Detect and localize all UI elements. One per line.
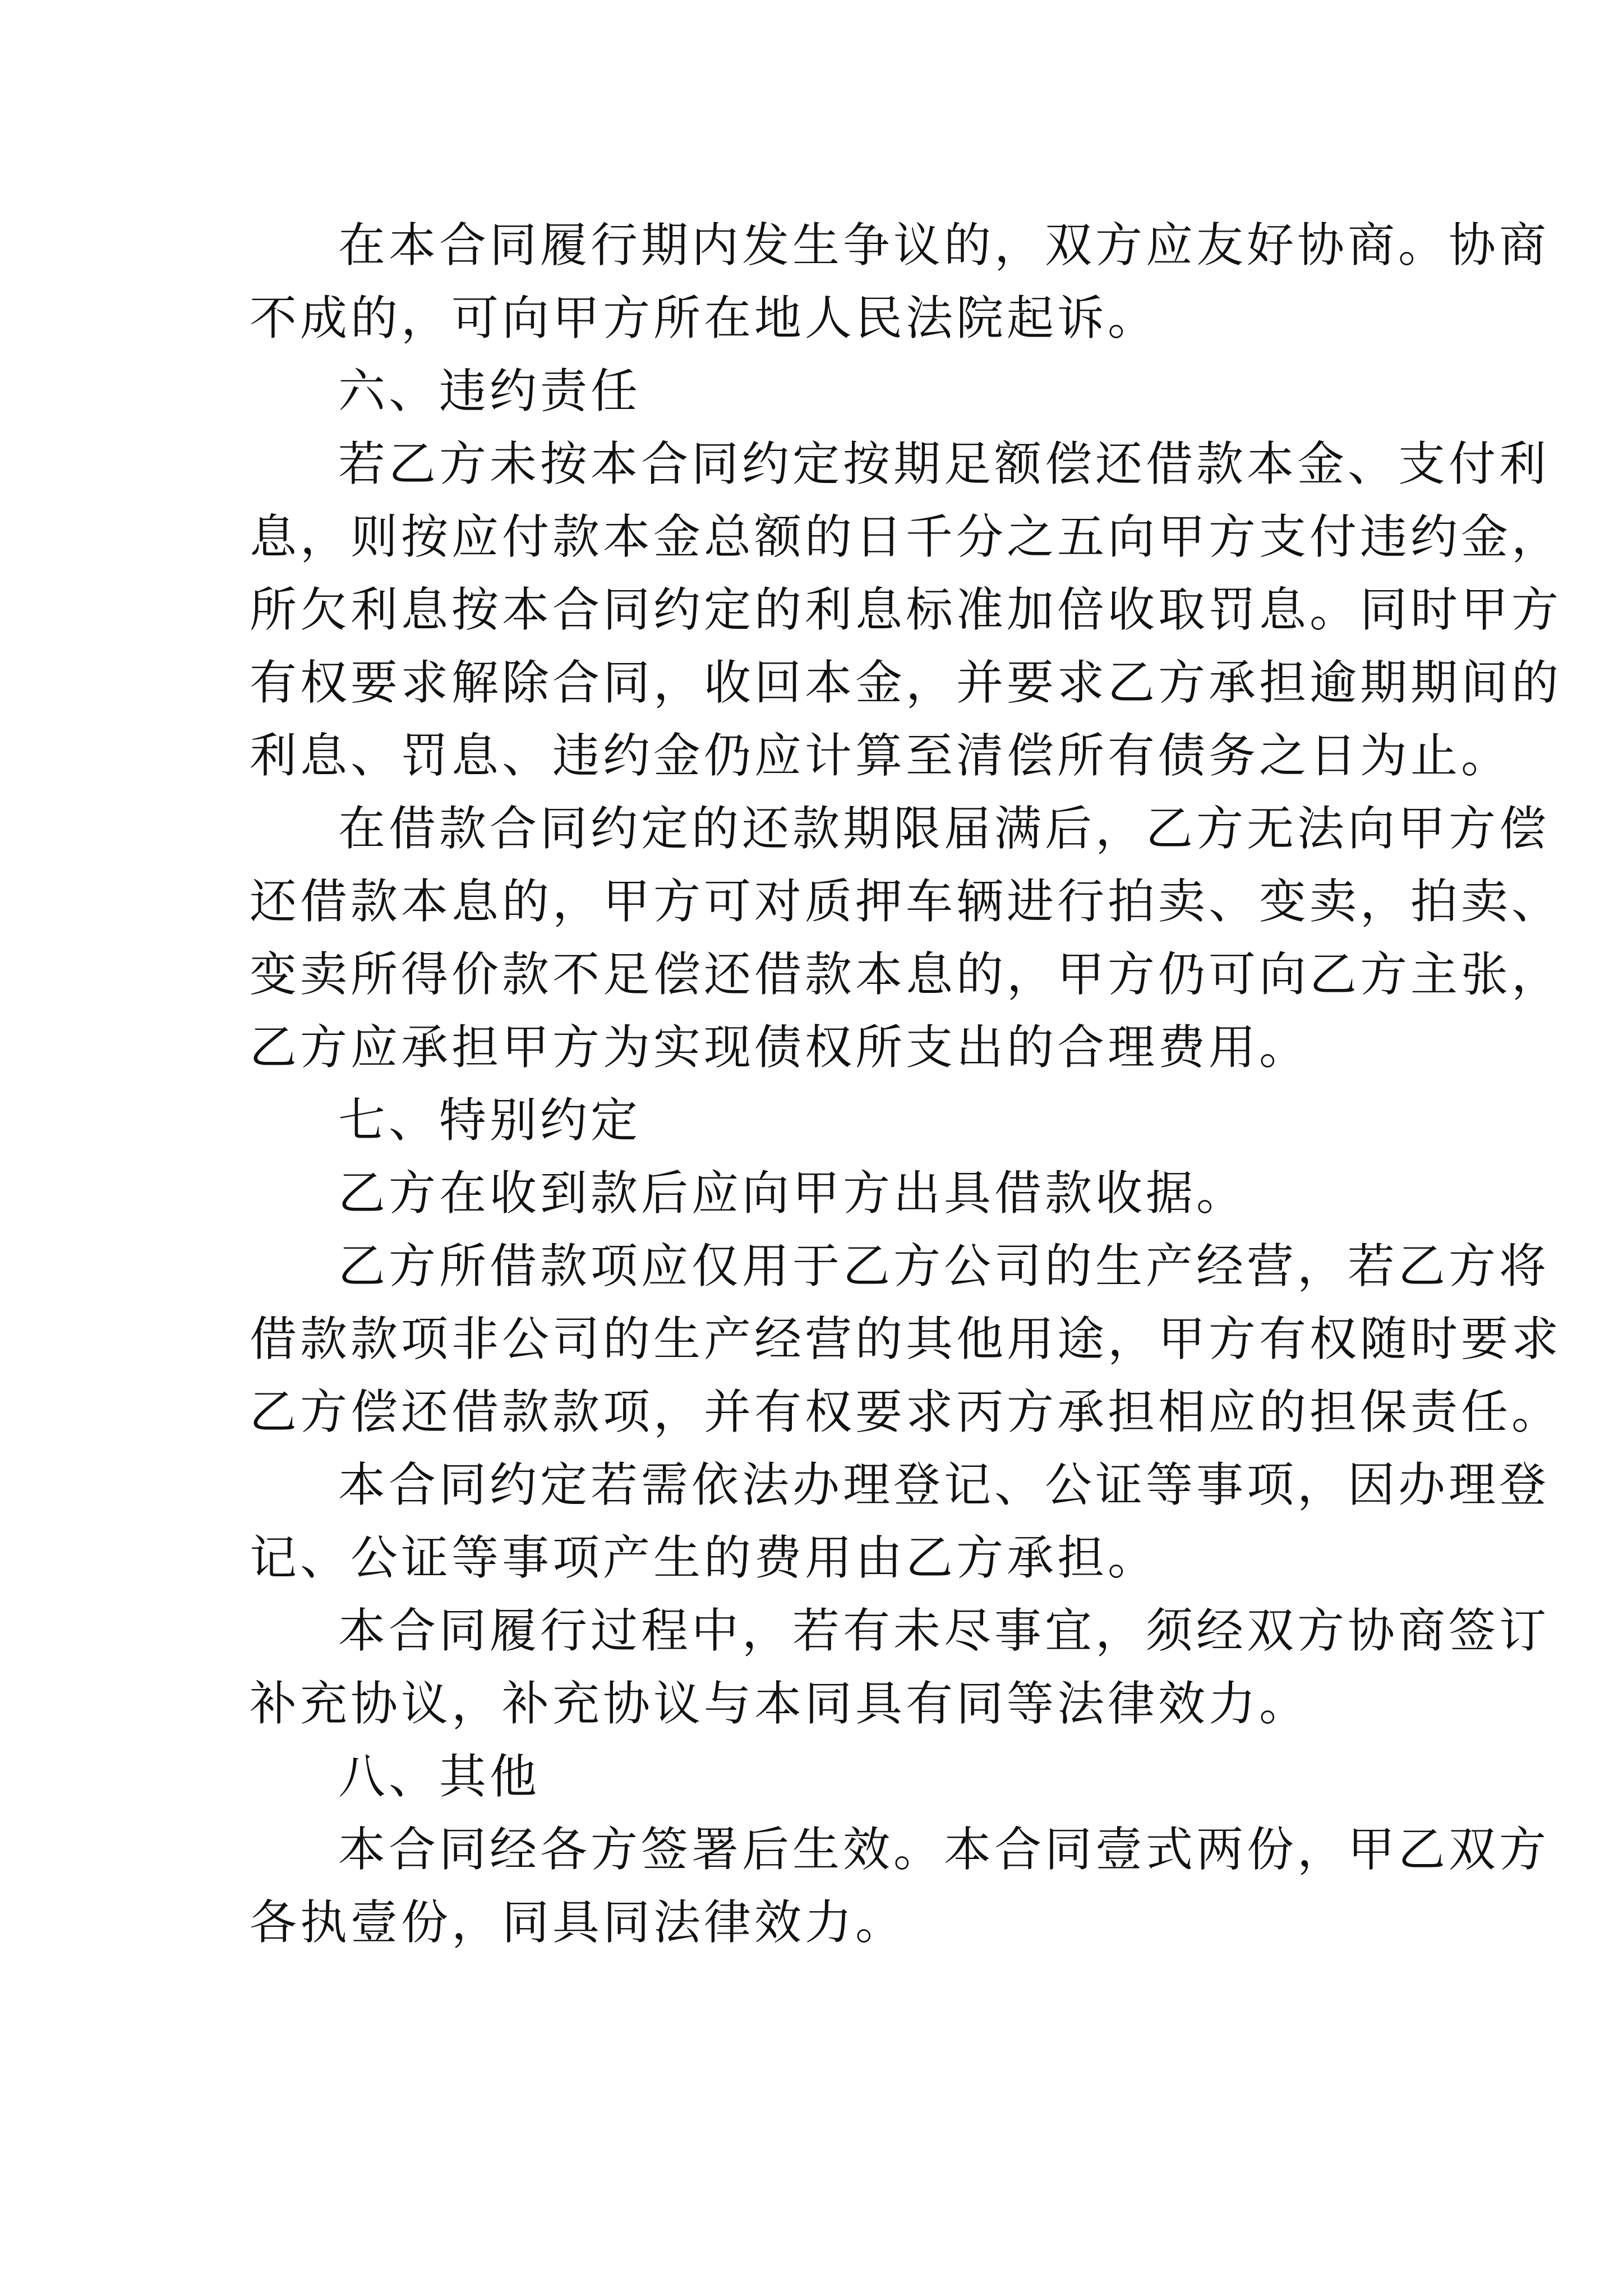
section-heading: 八、其他 (338, 1749, 541, 1804)
text-line: 乙方在收到款后应向甲方出具借款收据。 (338, 1166, 1247, 1221)
text-line: 乙方偿还借款款项，并有权要求丙方承担相应的担保责任。 (250, 1384, 1562, 1439)
text-line: 各执壹份，同具同法律效力。 (250, 1895, 906, 1950)
text-line: 所欠利息按本合同约定的利息标准加倍收取罚息。同时甲方 (250, 582, 1562, 637)
text-line: 借款款项非公司的生产经营的其他用途，甲方有权随时要求 (250, 1312, 1562, 1366)
text-line: 本合同约定若需依法办理登记、公证等事项，因办理登 (338, 1457, 1550, 1512)
text-line: 有权要求解除合同，收回本金，并要求乙方承担逾期期间的 (250, 655, 1562, 710)
text-line: 乙方应承担甲方为实现债权所支出的合理费用。 (250, 1020, 1310, 1075)
text-line: 变卖所得价款不足偿还借款本息的，甲方仍可向乙方主张， (250, 947, 1562, 1002)
text-line: 若乙方未按本合同约定按期足额偿还借款本金、支付利 (338, 436, 1550, 491)
section-heading: 七、特别约定 (338, 1093, 642, 1148)
text-line: 补充协议，补充协议与本同具有同等法律效力。 (250, 1676, 1310, 1731)
text-line: 在本合同履行期内发生争议的，双方应友好协商。协商 (338, 218, 1550, 273)
text-line: 本合同经各方签署后生效。本合同壹式两份，甲乙双方 (338, 1822, 1550, 1877)
text-line: 本合同履行过程中，若有未尽事宜，须经双方协商签订 (338, 1603, 1550, 1658)
text-line: 还借款本息的，甲方可对质押车辆进行拍卖、变卖，拍卖、 (250, 874, 1562, 929)
text-line: 息，则按应付款本金总额的日千分之五向甲方支付违约金， (250, 509, 1562, 564)
text-line: 不成的，可向甲方所在地人民法院起诉。 (250, 291, 1159, 346)
text-line: 乙方所借款项应仅用于乙方公司的生产经营，若乙方将 (338, 1239, 1550, 1294)
text-line: 记、公证等事项产生的费用由乙方承担。 (250, 1530, 1159, 1585)
text-line: 在借款合同约定的还款期限届满后，乙方无法向甲方偿 (338, 801, 1550, 856)
section-heading: 六、违约责任 (338, 364, 642, 418)
text-line: 利息、罚息、违约金仍应计算至清偿所有债务之日为止。 (250, 728, 1512, 783)
